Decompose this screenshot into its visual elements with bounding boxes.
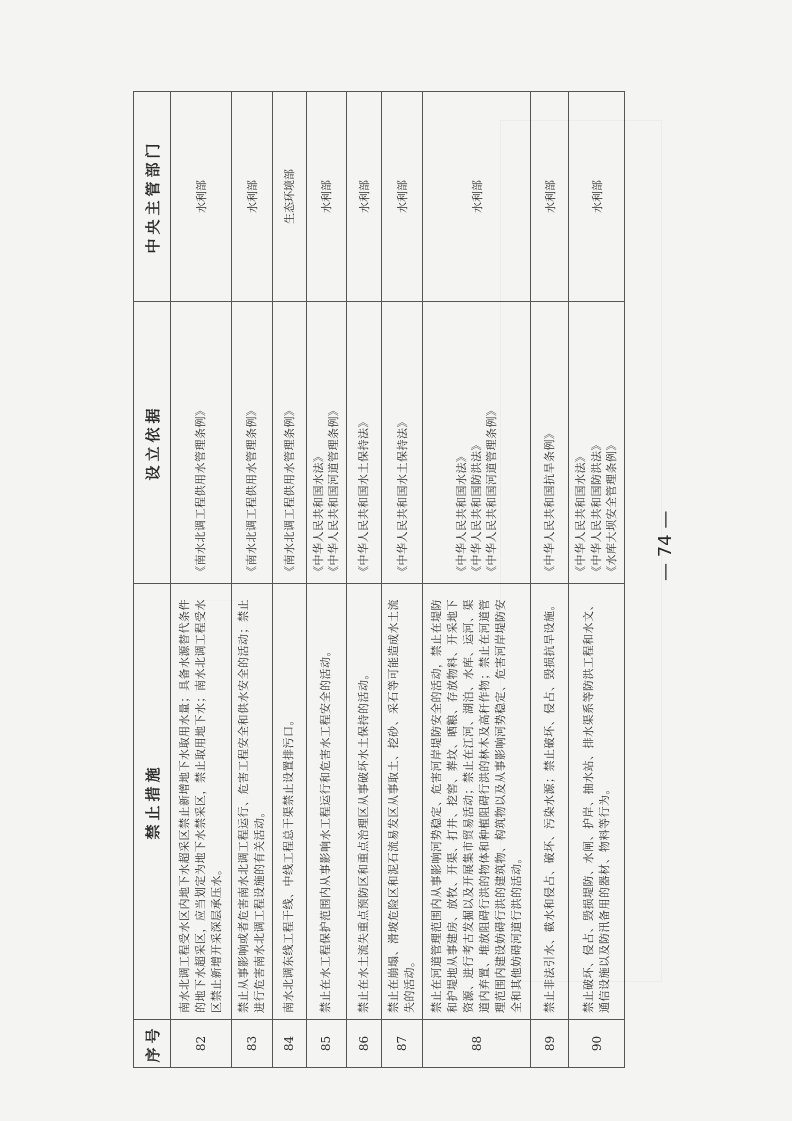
rotated-page-content (133, 92, 625, 1068)
basis-law: 《水库大坝安全管理条例》 (605, 439, 619, 577)
table-row (382, 92, 423, 1068)
row-department: 水利部 (569, 92, 625, 302)
page-number: — 74 — (655, 510, 676, 581)
row-measure: 禁止破坏、侵占、毁损堤防、水闸、护岸、抽水站、排水渠系等防洪工程和水文、通信设施以及防汛备用的器材、物料等行为。 (569, 584, 625, 1020)
prohibition-measures-table (133, 91, 625, 1068)
row-basis (423, 302, 531, 584)
header-measure: 禁止措施 (134, 584, 171, 1020)
row-seq: 85 (306, 1020, 346, 1068)
row-seq: 82 (171, 1020, 232, 1068)
row-basis (272, 302, 306, 584)
row-department: 水利部 (346, 92, 382, 302)
header-department: 中央主管部门 (134, 92, 171, 302)
row-seq: 83 (232, 1020, 273, 1068)
table-row (531, 92, 569, 1068)
row-seq: 90 (569, 1020, 625, 1068)
row-basis (346, 302, 382, 584)
header-seq: 序号 (134, 1020, 171, 1068)
row-measure: 南水北调东线工程干线、中线工程总干渠禁止设置排污口。 (272, 584, 306, 1020)
row-department: 水利部 (382, 92, 423, 302)
basis-law: 《中华人民共和国水法》 (574, 450, 588, 577)
row-measure: 禁止从事影响或者危害南水北调工程运行、危害工程安全和供水安全的活动；禁止进行危害南水北调工程设施的有关活动。 (232, 584, 273, 1020)
row-basis (171, 302, 232, 584)
table-row (272, 92, 306, 1068)
basis-law: 《中华人民共和国抗旱条例》 (542, 427, 556, 577)
row-basis (531, 302, 569, 584)
row-department: 水利部 (171, 92, 232, 302)
row-seq: 86 (346, 1020, 382, 1068)
basis-law: 《中华人民共和国水土保持法》 (357, 416, 371, 577)
row-seq: 87 (382, 1020, 423, 1068)
row-basis (232, 302, 273, 584)
row-department: 生态环境部 (272, 92, 306, 302)
basis-law: 《中华人民共和国河道管理条例》 (485, 404, 499, 577)
table-row (346, 92, 382, 1068)
row-department: 水利部 (306, 92, 346, 302)
row-seq: 84 (272, 1020, 306, 1068)
row-seq: 88 (423, 1020, 531, 1068)
row-department: 水利部 (531, 92, 569, 302)
row-department: 水利部 (232, 92, 273, 302)
row-measure: 南水北调工程受水区内地下水超采区禁止新增地下水取用水量；具备水源替代条件的地下水超采区，应当划定为地下水禁采区，禁止取用地下水；南水北调工程受水区禁止新增开采深层承压水。 (171, 584, 232, 1020)
basis-law: 《中华人民共和国水法》 (311, 450, 325, 577)
basis-law: 《中华人民共和国防洪法》 (469, 439, 483, 577)
row-basis (306, 302, 346, 584)
row-measure: 禁止在河道管理范围内从事影响河势稳定、危害河岸堤防安全的活动，禁止在堤防和护堤地从事建房、放牧、开渠、打井、挖窖、葬坟、晒粮、存放物料、开采地下资源、进行考古发掘以及开展集市贸易活动；禁止在江河、湖泊、水库、运河、渠道内弃置、堆放阻碍行洪的物体和种植阻碍行洪的林木及高秆作物；禁止在河道管理范围内建设妨碍行洪的建筑物、构筑物以及从事影响河势稳定、危害河岸堤防安全和其他妨碍河道行洪的活动。 (423, 584, 531, 1020)
basis-law: 《中华人民共和国水法》 (454, 450, 468, 577)
basis-law: 《南水北调工程供用水管理条例》 (194, 404, 208, 577)
table-row (569, 92, 625, 1068)
basis-law: 《中华人民共和国防洪法》 (589, 439, 603, 577)
row-measure: 禁止在水土流失重点预防区和重点治理区从事破坏水土保持的活动。 (346, 584, 382, 1020)
table-row (171, 92, 232, 1068)
row-basis (569, 302, 625, 584)
basis-law: 《南水北调工程供用水管理条例》 (282, 404, 296, 577)
row-measure: 禁止非法引水、截水和侵占、破坏、污染水源；禁止破坏、侵占、毁损抗旱设施。 (531, 584, 569, 1020)
table-row (423, 92, 531, 1068)
basis-law: 《中华人民共和国河道管理条例》 (327, 404, 341, 577)
table-header-row (134, 92, 171, 1068)
basis-law: 《南水北调工程供用水管理条例》 (245, 404, 259, 577)
row-seq: 89 (531, 1020, 569, 1068)
header-basis: 设立依据 (134, 302, 171, 584)
table-row (306, 92, 346, 1068)
row-department: 水利部 (423, 92, 531, 302)
row-basis (382, 302, 423, 584)
row-measure: 禁止在崩塌、滑坡危险区和泥石流易发区从事取土、挖砂、采石等可能造成水土流失的活动。 (382, 584, 423, 1020)
row-measure: 禁止在水工程保护范围内从事影响水工程运行和危害水工程安全的活动。 (306, 584, 346, 1020)
basis-law: 《中华人民共和国水土保持法》 (395, 416, 409, 577)
table-row (232, 92, 273, 1068)
